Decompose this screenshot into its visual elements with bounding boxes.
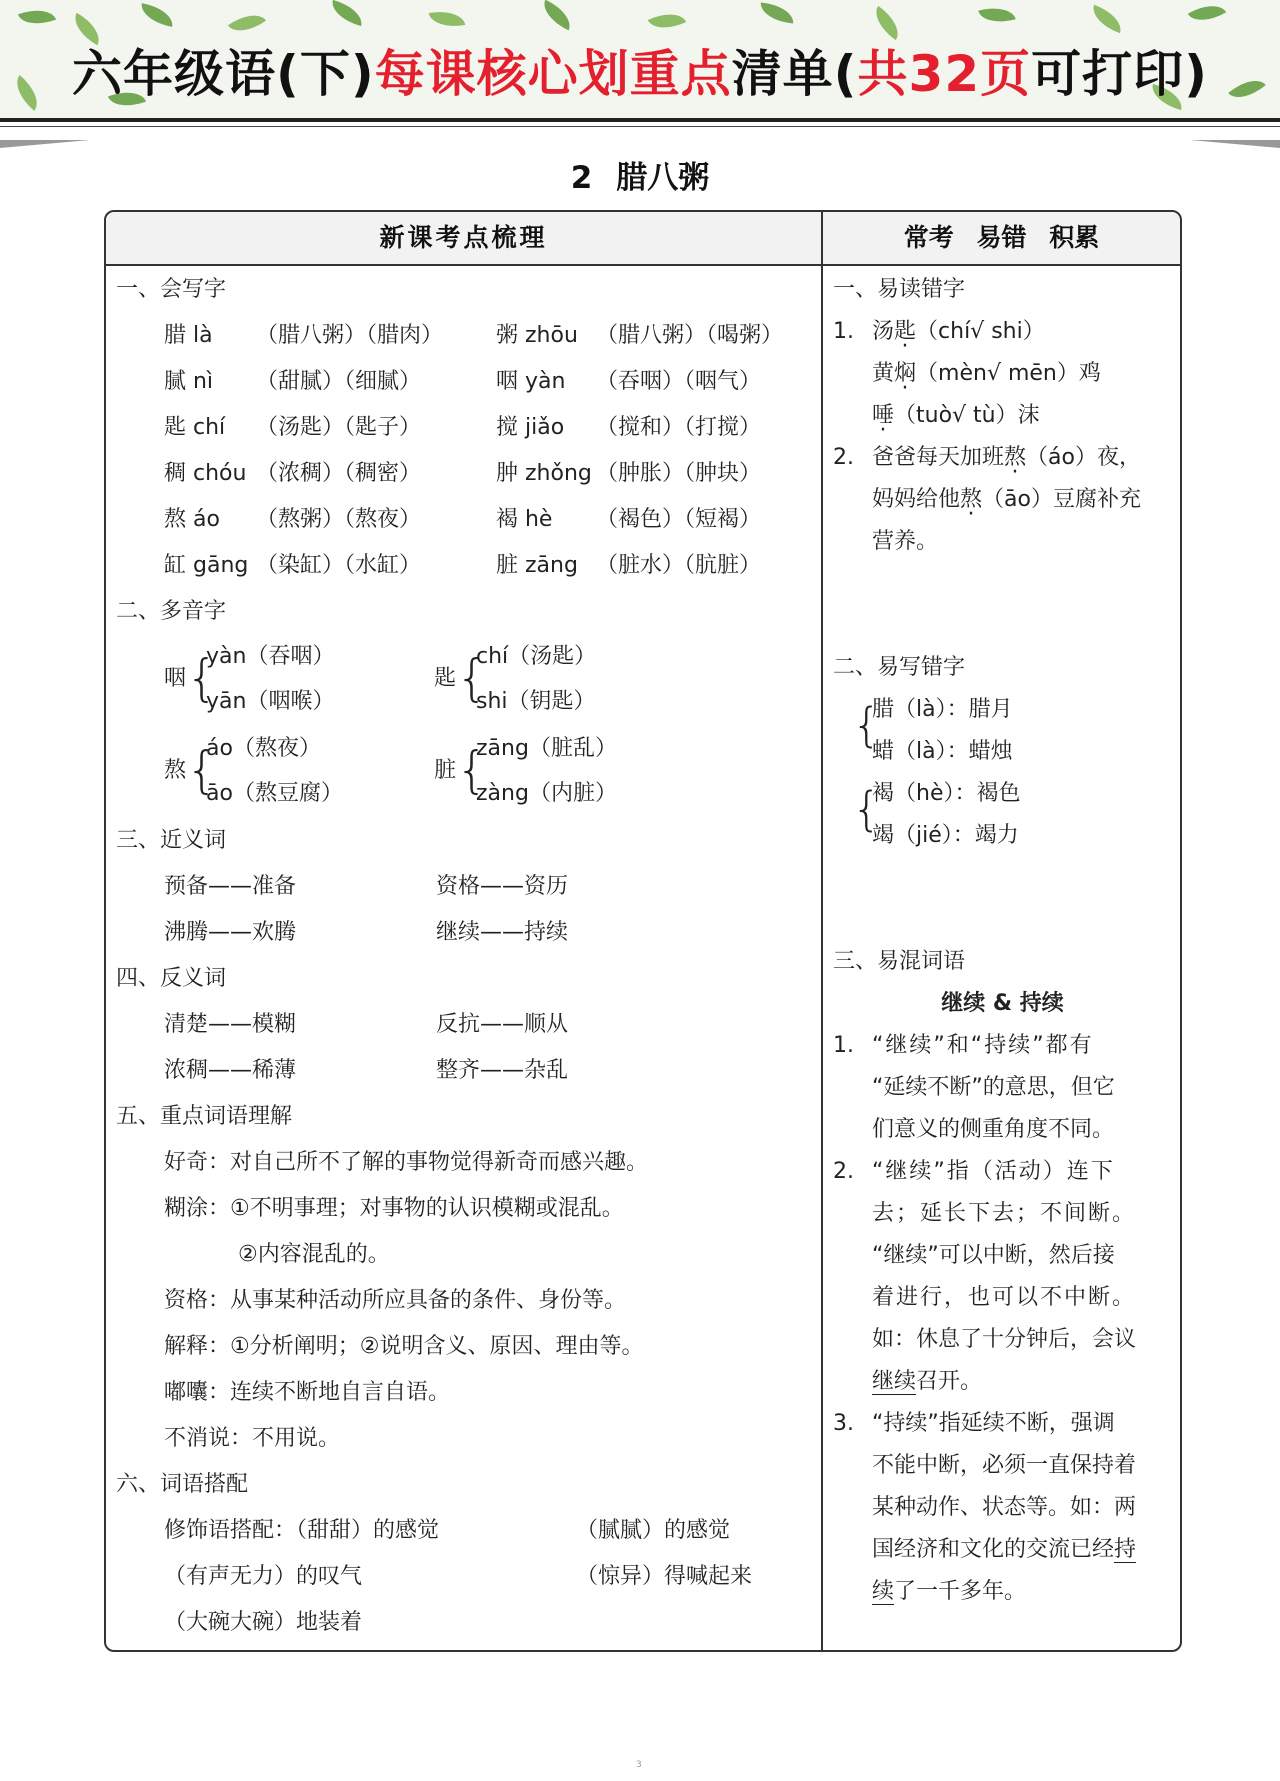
- lesson-title: [0, 152, 1280, 197]
- word-explanation: 解释：①分析阐明；②说明含义、原因、理由等。: [164, 1334, 644, 1359]
- char-entry: 腊 là: [164, 323, 213, 348]
- section-heading: 五、重点词语理解: [116, 1104, 293, 1129]
- leaf-decoration: [538, 0, 576, 30]
- char-entry: 稠 chóu: [164, 461, 247, 486]
- lesson-name: 腊八粥: [616, 160, 710, 196]
- char-words: （肿胀）（肿块）: [596, 461, 762, 486]
- confusable-text: [872, 1577, 1026, 1607]
- confusable-text: “继续”和“持续”都有: [872, 1033, 1094, 1058]
- title-part-highlight: 每课核心划重点: [374, 45, 732, 103]
- antonym-pair: 整齐——杂乱: [436, 1058, 569, 1083]
- word-explanation: 嘟囔：连续不断地自言自语。: [164, 1380, 451, 1405]
- brace-icon: {: [456, 741, 488, 799]
- miswritten-char: 蜡（là）：蜡烛: [872, 739, 1013, 764]
- synonym-pair: 资格——资历: [436, 874, 569, 899]
- char-words: （染缸）（水缸）: [256, 553, 422, 578]
- underlined-word: 持: [1114, 1537, 1137, 1562]
- left-column-header: 新课考点梳理: [379, 223, 548, 252]
- dotted-char: 熬: [1004, 445, 1027, 470]
- notes-table: [104, 210, 1182, 1652]
- right-column-header: 常考 易错 积累: [903, 223, 1100, 252]
- confusable-text: 不能中断，必须一直保持着: [872, 1453, 1137, 1478]
- poly-reading: áo（熬夜）: [206, 736, 321, 761]
- text-part: （áo）夜，: [1026, 445, 1141, 470]
- poly-char: 匙: [434, 666, 457, 691]
- poly-reading: zàng（内脏）: [476, 781, 617, 806]
- item-number: 3.: [833, 1411, 854, 1436]
- title-part: 可打印): [1031, 45, 1208, 103]
- poly-reading: āo（熬豆腐）: [206, 781, 343, 806]
- char-entry: 匙 chí: [164, 415, 226, 440]
- column-divider: [821, 212, 823, 1650]
- title-part: 六年级语(下): [71, 45, 375, 103]
- misread-item: [872, 485, 1141, 515]
- brace-icon: {: [186, 741, 218, 799]
- misread-item: [872, 317, 1045, 347]
- leaf-decoration: [18, 3, 56, 32]
- banner-title: [0, 34, 1280, 106]
- section-heading: 四、反义词: [116, 966, 227, 991]
- confusable-text: 去；延长下去；不间断。: [872, 1201, 1137, 1226]
- confusable-text: “延续不断”的意思，但它: [872, 1075, 1115, 1100]
- text-part: 国经济和文化的交流已经: [872, 1537, 1115, 1562]
- collocation: （惊异）得喊起来: [576, 1564, 753, 1589]
- banner-rule: [0, 126, 1280, 127]
- confusable-text: “继续”指（活动）连下: [872, 1159, 1115, 1184]
- misread-item: [872, 443, 1141, 473]
- char-words: （熬粥）（熬夜）: [256, 507, 422, 532]
- corner-decoration: [1190, 140, 1280, 148]
- poly-char: 咽: [164, 666, 187, 691]
- dotted-char: 唾: [872, 403, 895, 428]
- confusable-title: 继续 & 持续: [941, 991, 1064, 1016]
- poly-char: 熬: [164, 758, 187, 783]
- char-entry: 脏 zāng: [496, 553, 578, 578]
- brace-icon: {: [456, 649, 488, 707]
- antonym-pair: 清楚——模糊: [164, 1012, 297, 1037]
- text-part: （tuò√ tù）沫: [894, 403, 1040, 428]
- char-entry: 搅 jiǎo: [496, 415, 565, 440]
- section-heading: 一、易读错字: [833, 277, 966, 302]
- item-number: 1.: [833, 1033, 854, 1058]
- text-part: （mèn√ mēn）鸡: [916, 361, 1101, 386]
- char-words: （搅和）（打搅）: [596, 415, 762, 440]
- top-banner: [0, 0, 1280, 118]
- synonym-pair: 预备——准备: [164, 874, 297, 899]
- char-words: （汤匙）（匙子）: [256, 415, 422, 440]
- dotted-char: 熬: [960, 487, 983, 512]
- collocation: 修饰语搭配：（甜甜）的感觉: [164, 1518, 440, 1543]
- word-explanation: 糊涂：①不明事理；对事物的认识模糊或混乱。: [164, 1196, 624, 1221]
- dotted-char: 焖: [894, 361, 917, 386]
- miswritten-char: 褐（hè）：褐色: [872, 781, 1021, 806]
- poly-reading: shi（钥匙）: [476, 689, 596, 714]
- antonym-pair: 反抗——顺从: [436, 1012, 569, 1037]
- confusable-text: 如：休息了十分钟后，会议: [872, 1327, 1137, 1352]
- section-heading: 三、易混词语: [833, 949, 966, 974]
- char-entry: 粥 zhōu: [496, 323, 578, 348]
- miswritten-char: 竭（jié）：竭力: [872, 823, 1019, 848]
- confusable-text: 某种动作、状态等。如：两: [872, 1495, 1137, 1520]
- title-part-highlight: 共32页: [857, 45, 1032, 103]
- section-heading: 一、会写字: [116, 277, 227, 302]
- char-words: （浓稠）（稠密）: [256, 461, 422, 486]
- char-entry: 褐 hè: [496, 507, 553, 532]
- banner-rule: [0, 118, 1280, 122]
- char-entry: 熬 áo: [164, 507, 220, 532]
- text-part: 召开。: [916, 1369, 983, 1394]
- word-explanation: 好奇：对自己所不了解的事物觉得新奇而感兴趣。: [164, 1150, 649, 1175]
- underlined-word: 续: [872, 1579, 895, 1604]
- section-heading: 三、近义词: [116, 828, 227, 853]
- leaf-decoration: [648, 6, 686, 37]
- leaf-decoration: [1088, 5, 1126, 34]
- antonym-pair: 浓稠——稀薄: [164, 1058, 297, 1083]
- text-part: 汤: [872, 319, 895, 344]
- confusable-text: 们意义的侧重角度不同。: [872, 1117, 1115, 1142]
- word-explanation: 不消说：不用说。: [164, 1426, 341, 1451]
- text-part: 妈妈给他: [872, 487, 961, 512]
- char-entry: 缸 gāng: [164, 553, 249, 578]
- char-words: （甜腻）（细腻）: [256, 369, 422, 394]
- section-heading: 二、多音字: [116, 599, 227, 624]
- leaf-decoration: [139, 3, 176, 27]
- item-number: 2.: [833, 445, 854, 470]
- word-explanation: 资格：从事某种活动所应具备的条件、身份等。: [164, 1288, 627, 1313]
- char-words: （褐色）（短褐）: [596, 507, 762, 532]
- poly-reading: yàn（吞咽）: [206, 644, 335, 669]
- confusable-text: “持续”指延续不断，强调: [872, 1411, 1115, 1436]
- text-part: 爸爸每天加班: [872, 445, 1005, 470]
- misread-item: [872, 359, 1101, 389]
- page-number: 3: [636, 1760, 642, 1770]
- text-part: （chí√ shi）: [916, 319, 1045, 344]
- char-words: （脏水）（肮脏）: [596, 553, 762, 578]
- text-part: （āo）豆腐补充: [982, 487, 1141, 512]
- leaf-decoration: [429, 7, 466, 31]
- char-words: （腊八粥）（腊肉）: [256, 323, 444, 348]
- section-heading: 二、易写错字: [833, 655, 966, 680]
- misread-item: [872, 401, 1040, 431]
- confusable-text: [872, 1367, 982, 1397]
- poly-reading: zāng（脏乱）: [476, 736, 617, 761]
- confusable-text: 着进行，也可以不中断。: [872, 1285, 1137, 1310]
- section-heading: 六、词语搭配: [116, 1472, 249, 1497]
- poly-reading: chí（汤匙）: [476, 644, 597, 669]
- text-part: 黄: [872, 361, 895, 386]
- corner-decoration: [0, 140, 90, 148]
- collocation: （有声无力）的叹气: [164, 1564, 363, 1589]
- underlined-word: 继续: [872, 1369, 917, 1394]
- char-entry: 腻 nì: [164, 369, 214, 394]
- char-entry: 咽 yàn: [496, 369, 566, 394]
- miswritten-char: 腊（là）：腊月: [872, 697, 1013, 722]
- collocation: （大碗大碗）地装着: [164, 1610, 363, 1635]
- poly-char: 脏: [434, 758, 457, 783]
- leaf-decoration: [328, 0, 366, 26]
- poly-reading: yān（咽喉）: [206, 689, 335, 714]
- char-entry: 肿 zhǒng: [496, 461, 592, 486]
- char-words: （吞咽）（咽气）: [596, 369, 762, 394]
- brace-icon: {: [852, 698, 882, 752]
- synonym-pair: 沸腾——欢腾: [164, 920, 297, 945]
- text-part: 了一千多年。: [894, 1579, 1027, 1604]
- leaf-decoration: [1188, 0, 1226, 29]
- leaf-decoration: [978, 2, 1016, 28]
- brace-icon: {: [186, 649, 218, 707]
- confusable-text: “继续”可以中断，然后接: [872, 1243, 1115, 1268]
- confusable-text: [872, 1535, 1136, 1565]
- synonym-pair: 继续——持续: [436, 920, 569, 945]
- misread-item: 营养。: [872, 529, 939, 554]
- title-part: 清单(: [731, 45, 858, 103]
- item-number: 2.: [833, 1159, 854, 1184]
- lesson-number: 2: [570, 160, 593, 196]
- char-words: （腊八粥）（喝粥）: [596, 323, 784, 348]
- dotted-char: 匙: [894, 319, 917, 344]
- collocation: （腻腻）的感觉: [576, 1518, 731, 1543]
- item-number: 1.: [833, 319, 854, 344]
- word-explanation: ②内容混乱的。: [238, 1242, 390, 1267]
- brace-icon: {: [852, 782, 882, 836]
- leaf-decoration: [759, 3, 794, 24]
